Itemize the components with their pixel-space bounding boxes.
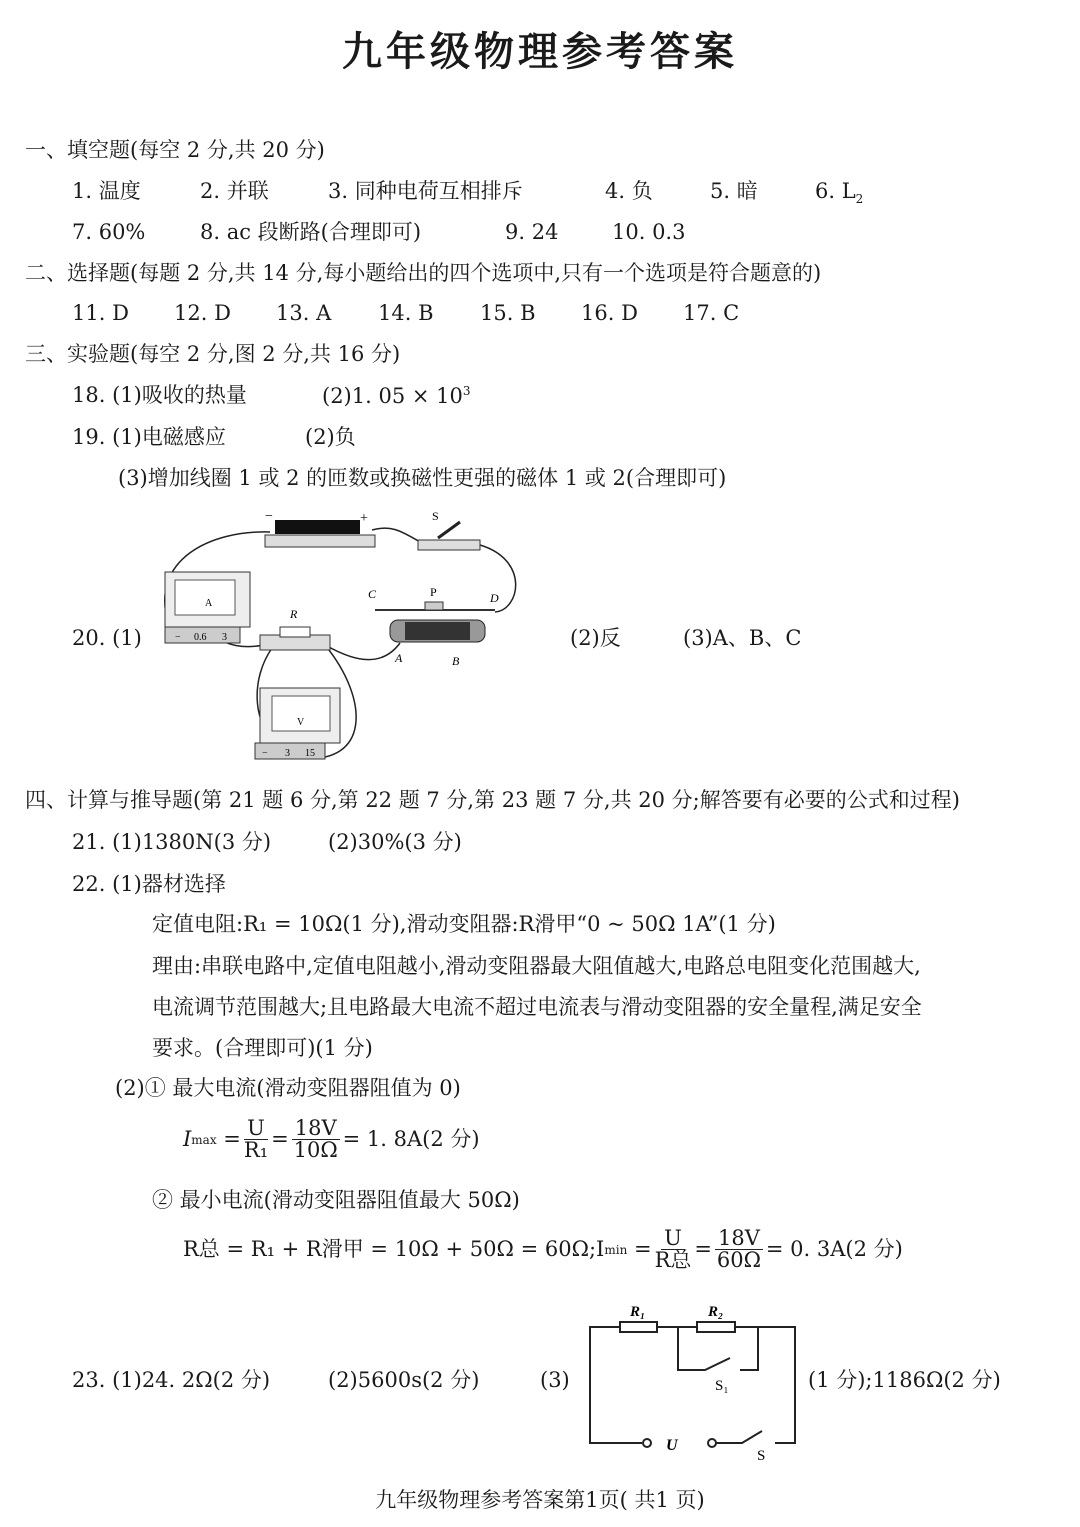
switch-icon: [418, 540, 480, 550]
fraction: [655, 1228, 692, 1271]
subscript: min: [604, 1242, 628, 1257]
answer: 11. D: [72, 301, 129, 325]
answer: 定值电阻:R₁ = 10Ω(1 分),滑动变阻器:R滑甲“0 ~ 50Ω 1A”(1 分): [152, 912, 776, 936]
answer: 要求。(合理即可)(1 分): [152, 1036, 373, 1060]
resistor-label: R: [290, 607, 298, 621]
formula-result: = 1. 8A(2 分): [342, 1127, 480, 1151]
section-1-header: 一、填空题(每空 2 分,共 20 分): [25, 138, 325, 162]
numerator: 18V: [715, 1228, 763, 1250]
answer: (3)增加线圈 1 或 2 的匝数或换磁性更强的磁体 1 或 2(合理即可): [118, 466, 727, 490]
ammeter-label: A: [205, 598, 213, 609]
voltmeter-terminal: 15: [305, 748, 315, 759]
answer: 7. 60%: [72, 220, 146, 244]
formula-min-current: R总 = R₁ + R滑甲 = 10Ω + 50Ω = 60Ω;I min = $\frac{U}{\text{R总}}$ = $\frac{18V}{60\Omega}$ = 0. 3A(2 分): [183, 1226, 903, 1272]
section-3-header: 三、实验题(每空 2 分,图 2 分,共 16 分): [25, 342, 401, 366]
answer: 理由:串联电路中,定值电阻越小,滑动变阻器最大阻值越大,电路总电阻变化范围越大,: [152, 954, 921, 978]
terminal-b-label: B: [452, 654, 460, 668]
section-4-header: 四、计算与推导题(第 21 题 6 分,第 22 题 7 分,第 23 题 7 分,共 20 分;解答要有必要的公式和过程): [25, 788, 960, 812]
answer: (2)负: [305, 425, 356, 449]
answer: 4. 负: [605, 179, 653, 203]
answer: (2)① 最大电流(滑动变阻器阻值为 0): [115, 1076, 461, 1100]
page-footer: 九年级物理参考答案第1页( 共1 页): [375, 1488, 705, 1512]
fraction: [715, 1228, 763, 1271]
answer: 14. B: [378, 301, 434, 325]
numerator: U: [661, 1228, 685, 1250]
battery-plus-label: +: [360, 511, 368, 526]
fraction: [292, 1118, 340, 1161]
answer: 20. (1): [72, 626, 142, 650]
terminal-d-label: D: [490, 591, 499, 605]
switch-label: S: [432, 509, 439, 523]
answer: 8. ac 段断路(合理即可): [200, 220, 422, 244]
circuit-schematic: [580, 1290, 810, 1470]
denominator: 10Ω: [293, 1138, 338, 1162]
answer: [815, 181, 863, 205]
formula-term: I: [183, 1127, 192, 1151]
subscript: 2: [855, 192, 864, 207]
fraction: [244, 1118, 268, 1161]
answer: 18. (1)吸收的热量: [72, 383, 247, 407]
r2-label: R₂: [708, 1304, 724, 1320]
formula-max-current: I max = $\frac{U}{\text{R₁}}$ = $\frac{18V}{10\Omega}$ = 1. 8A(2 分): [183, 1116, 480, 1162]
s-label: S: [757, 1448, 766, 1464]
numerator: 18V: [292, 1118, 340, 1140]
answer: (3): [540, 1368, 570, 1392]
circuit-wiring-diagram: [150, 500, 530, 770]
formula-result: = 0. 3A(2 分): [765, 1237, 903, 1261]
voltmeter-label: V: [297, 717, 305, 728]
answer: 13. A: [276, 301, 332, 325]
terminal-c-label: C: [368, 587, 377, 601]
answer: 12. D: [174, 301, 231, 325]
denominator: R总: [654, 1248, 692, 1272]
answer: (3)A、B、C: [683, 626, 802, 650]
answer: 21. (1)1380N(3 分): [72, 830, 272, 854]
s1-label: S₁: [715, 1378, 729, 1394]
answer: 16. D: [581, 301, 638, 325]
answer: 23. (1)24. 2Ω(2 分): [72, 1368, 271, 1392]
answer: 3. 同种电荷互相排斥: [328, 179, 523, 203]
battery-base: [265, 535, 375, 547]
answer-text: (2)1. 05 × 10: [322, 384, 463, 408]
battery-minus-label: −: [265, 509, 273, 524]
formula-term: R总 = R₁ + R滑甲 = 10Ω + 50Ω = 60Ω;I: [183, 1237, 605, 1261]
answer: 5. 暗: [710, 179, 758, 203]
answer: 15. B: [480, 301, 536, 325]
slider-p-label: P: [430, 585, 437, 599]
answer: 2. 并联: [200, 179, 269, 203]
answer: (2)30%(3 分): [328, 830, 462, 854]
answer: 19. (1)电磁感应: [72, 425, 226, 449]
section-2-header: 二、选择题(每题 2 分,共 14 分,每小题给出的四个选项中,只有一个选项是符合题意的): [25, 261, 822, 285]
answer: 17. C: [683, 301, 740, 325]
voltmeter-terminal: −: [262, 748, 268, 759]
numerator: U: [244, 1118, 268, 1140]
ammeter-terminal: −: [175, 632, 181, 643]
ammeter-terminal: 3: [222, 632, 227, 643]
ammeter-terminal: 0.6: [194, 632, 207, 643]
answer: ② 最小电流(滑动变阻器阻值最大 50Ω): [152, 1188, 520, 1212]
answer: 9. 24: [505, 220, 559, 244]
terminal-a-label: A: [395, 651, 403, 665]
denominator: 60Ω: [716, 1248, 762, 1272]
voltage-label: U: [666, 1437, 678, 1454]
voltmeter-terminal: 3: [285, 748, 290, 759]
page-title: 九年级物理参考答案: [342, 28, 738, 75]
resistor-r1-icon: [620, 1322, 657, 1332]
answer-text: 6. L: [815, 179, 856, 203]
answer: [322, 385, 471, 407]
answer: 10. 0.3: [612, 220, 686, 244]
answer: 电流调节范围越大;且电路最大电流不超过电流表与滑动变阻器的安全量程,满足安全: [152, 995, 922, 1019]
subscript: max: [191, 1132, 217, 1147]
answer: 22. (1)器材选择: [72, 872, 226, 896]
resistor-r2-icon: [697, 1322, 735, 1332]
superscript: 3: [462, 384, 471, 398]
battery-icon: [275, 520, 360, 534]
answer: (1 分);1186Ω(2 分): [808, 1368, 1001, 1392]
r1-label: R₁: [630, 1304, 646, 1320]
answer: (2)反: [570, 626, 621, 650]
denominator: R₁: [243, 1138, 269, 1162]
answer: (2)5600s(2 分): [328, 1368, 480, 1392]
answer: 1. 温度: [72, 179, 141, 203]
